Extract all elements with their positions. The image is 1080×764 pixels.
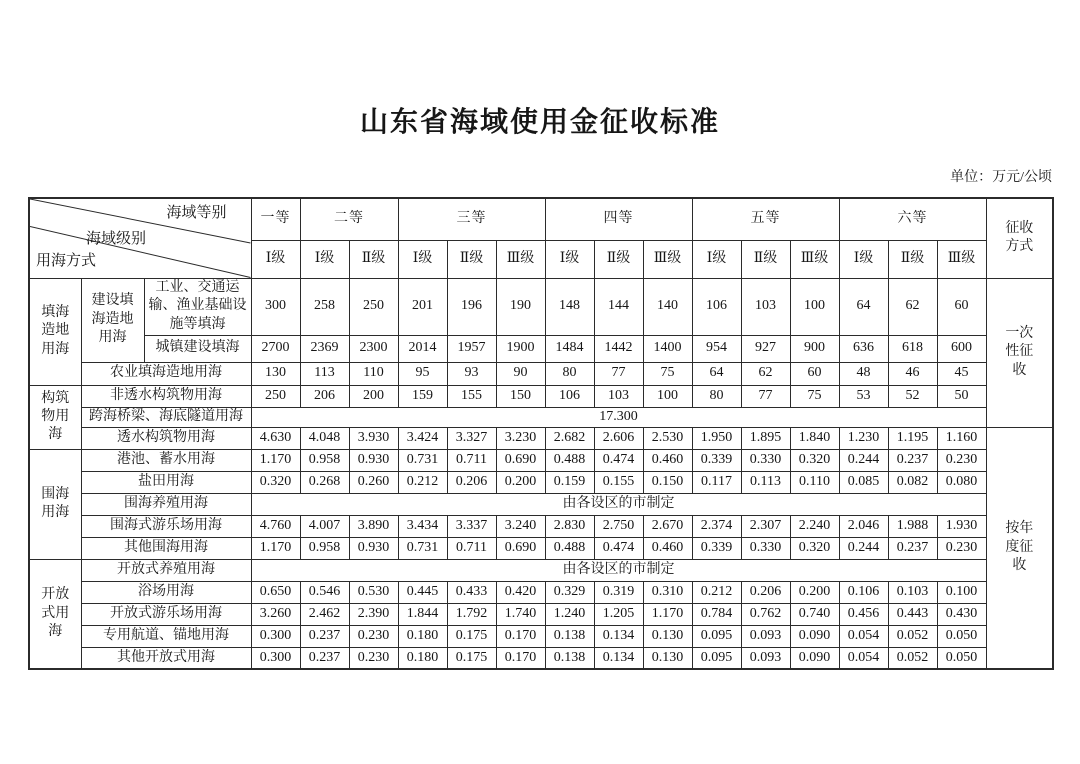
fee-value: 0.460	[643, 449, 692, 471]
fee-value: 3.230	[496, 427, 545, 449]
fee-value: 46	[888, 362, 937, 385]
fee-value: 0.958	[300, 449, 349, 471]
grade-header-4: 四等	[545, 198, 692, 240]
level-header: Ⅰ级	[300, 240, 349, 278]
fee-value: 0.050	[937, 647, 986, 669]
fee-value: 0.320	[251, 471, 300, 493]
fee-value: 0.117	[692, 471, 741, 493]
table-row	[29, 385, 1053, 407]
fee-value: 0.690	[496, 449, 545, 471]
fee-value: 0.103	[888, 581, 937, 603]
table-row	[29, 581, 1053, 603]
fee-value: 0.130	[643, 625, 692, 647]
fee-value: 0.113	[741, 471, 790, 493]
fee-value: 0.650	[251, 581, 300, 603]
fee-value: 0.268	[300, 471, 349, 493]
fee-value: 2.307	[741, 515, 790, 537]
table-row	[29, 559, 1053, 581]
level-header: Ⅰ级	[251, 240, 300, 278]
header-row-grades	[29, 198, 1053, 240]
fee-value: 93	[447, 362, 496, 385]
fee-value: 0.310	[643, 581, 692, 603]
table-row	[29, 603, 1053, 625]
fee-value: 600	[937, 335, 986, 362]
merged-fee-value: 由各设区的市制定	[251, 559, 986, 581]
fee-value: 0.230	[937, 537, 986, 559]
fee-value: 1.170	[643, 603, 692, 625]
group-label-open-sea: 开放式用海	[29, 559, 81, 669]
fee-value: 4.760	[251, 515, 300, 537]
fee-value: 0.052	[888, 647, 937, 669]
fee-value: 636	[839, 335, 888, 362]
corner-label-sea-grade: 海域等别	[166, 205, 227, 221]
level-header: Ⅰ级	[692, 240, 741, 278]
fee-value: 0.930	[349, 449, 398, 471]
fee-value: 130	[251, 362, 300, 385]
fee-value: 0.958	[300, 537, 349, 559]
fee-value: 0.082	[888, 471, 937, 493]
row-label: 围海式游乐场用海	[81, 515, 251, 537]
row-label: 其他开放式用海	[81, 647, 251, 669]
fee-value: 0.740	[790, 603, 839, 625]
fee-value: 0.180	[398, 625, 447, 647]
fee-value: 0.260	[349, 471, 398, 493]
table-row	[29, 278, 1053, 335]
level-header: Ⅰ级	[839, 240, 888, 278]
collection-method-annual: 按年度征收	[986, 427, 1053, 669]
fee-value: 0.330	[741, 449, 790, 471]
fee-value: 1.950	[692, 427, 741, 449]
fee-value: 144	[594, 278, 643, 335]
fee-value: 0.445	[398, 581, 447, 603]
fee-value: 0.731	[398, 537, 447, 559]
group-label-reclamation: 填海造地用海	[29, 278, 81, 385]
level-header: Ⅰ级	[398, 240, 447, 278]
fee-value: 0.300	[251, 647, 300, 669]
fee-value: 250	[251, 385, 300, 407]
fee-value: 60	[937, 278, 986, 335]
fee-value: 1.195	[888, 427, 937, 449]
fee-value: 201	[398, 278, 447, 335]
table-row	[29, 493, 1053, 515]
fee-value: 1484	[545, 335, 594, 362]
fee-value: 0.488	[545, 537, 594, 559]
fee-value: 0.093	[741, 625, 790, 647]
fee-value: 1.740	[496, 603, 545, 625]
table-row	[29, 647, 1053, 669]
level-header: Ⅱ级	[888, 240, 937, 278]
fee-value: 0.106	[839, 581, 888, 603]
row-label: 盐田用海	[81, 471, 251, 493]
fee-value: 0.784	[692, 603, 741, 625]
fee-value: 106	[545, 385, 594, 407]
fee-value: 2.530	[643, 427, 692, 449]
level-header: Ⅱ级	[594, 240, 643, 278]
fee-value: 3.337	[447, 515, 496, 537]
fee-value: 200	[349, 385, 398, 407]
fee-value: 0.212	[692, 581, 741, 603]
fee-value: 64	[692, 362, 741, 385]
level-header: Ⅲ级	[643, 240, 692, 278]
fee-value: 48	[839, 362, 888, 385]
fee-value: 1.170	[251, 449, 300, 471]
fee-value: 0.138	[545, 647, 594, 669]
fee-value: 0.420	[496, 581, 545, 603]
fee-value: 3.260	[251, 603, 300, 625]
fee-value: 60	[790, 362, 839, 385]
level-header: Ⅱ级	[741, 240, 790, 278]
grade-header-6: 六等	[839, 198, 986, 240]
level-header: Ⅱ级	[349, 240, 398, 278]
fee-value: 0.237	[888, 449, 937, 471]
fee-value: 0.488	[545, 449, 594, 471]
fee-value: 618	[888, 335, 937, 362]
fee-value: 0.080	[937, 471, 986, 493]
row-label: 开放式游乐场用海	[81, 603, 251, 625]
grade-header-2: 二等	[300, 198, 398, 240]
merged-fee-value: 由各设区的市制定	[251, 493, 986, 515]
fee-value: 95	[398, 362, 447, 385]
row-label: 农业填海造地用海	[81, 362, 251, 385]
fee-value: 3.930	[349, 427, 398, 449]
fee-value: 150	[496, 385, 545, 407]
row-label: 工业、交通运输、渔业基础设施等填海	[144, 278, 251, 335]
fee-value: 64	[839, 278, 888, 335]
fee-value: 140	[643, 278, 692, 335]
fee-value: 0.474	[594, 449, 643, 471]
fee-value: 0.237	[300, 625, 349, 647]
fee-value: 0.300	[251, 625, 300, 647]
row-label: 透水构筑物用海	[81, 427, 251, 449]
fee-value: 0.200	[496, 471, 545, 493]
row-label: 开放式养殖用海	[81, 559, 251, 581]
page-title: 山东省海域使用金征收标准	[359, 107, 720, 138]
table-row	[29, 407, 1053, 427]
fee-value: 0.731	[398, 449, 447, 471]
fee-value: 100	[790, 278, 839, 335]
fee-value: 0.052	[888, 625, 937, 647]
fee-value: 1.205	[594, 603, 643, 625]
row-label: 其他围海用海	[81, 537, 251, 559]
fee-value: 110	[349, 362, 398, 385]
fee-value: 0.050	[937, 625, 986, 647]
fee-value: 2.374	[692, 515, 741, 537]
fee-value: 75	[643, 362, 692, 385]
fee-value: 45	[937, 362, 986, 385]
fee-value: 0.150	[643, 471, 692, 493]
fee-value: 250	[349, 278, 398, 335]
fee-value: 0.130	[643, 647, 692, 669]
fee-value: 0.175	[447, 647, 496, 669]
fee-value: 1.170	[251, 537, 300, 559]
fee-value: 80	[545, 362, 594, 385]
table-row	[29, 427, 1053, 449]
fee-value: 0.320	[790, 449, 839, 471]
fee-value: 0.711	[447, 449, 496, 471]
fee-value: 0.244	[839, 537, 888, 559]
table-row	[29, 362, 1053, 385]
fee-value: 0.090	[790, 647, 839, 669]
fee-value: 0.762	[741, 603, 790, 625]
fee-table	[28, 197, 1054, 670]
row-label: 港池、蓄水用海	[81, 449, 251, 471]
fee-value: 0.170	[496, 647, 545, 669]
level-header: Ⅱ级	[447, 240, 496, 278]
table-row	[29, 537, 1053, 559]
corner-header-cell	[29, 198, 251, 278]
fee-value: 2.682	[545, 427, 594, 449]
fee-value: 0.244	[839, 449, 888, 471]
fee-value: 0.237	[888, 537, 937, 559]
fee-value: 3.327	[447, 427, 496, 449]
fee-value: 0.430	[937, 603, 986, 625]
fee-value: 206	[300, 385, 349, 407]
fee-value: 900	[790, 335, 839, 362]
fee-value: 0.320	[790, 537, 839, 559]
fee-value: 3.424	[398, 427, 447, 449]
fee-value: 0.474	[594, 537, 643, 559]
fee-value: 77	[741, 385, 790, 407]
fee-value: 2300	[349, 335, 398, 362]
fee-value: 2.390	[349, 603, 398, 625]
fee-value: 3.434	[398, 515, 447, 537]
fee-value: 0.200	[790, 581, 839, 603]
fee-value: 1900	[496, 335, 545, 362]
fee-value: 1.895	[741, 427, 790, 449]
fee-value: 1400	[643, 335, 692, 362]
fee-value: 0.690	[496, 537, 545, 559]
fee-value: 100	[643, 385, 692, 407]
fee-value: 0.460	[643, 537, 692, 559]
fee-value: 77	[594, 362, 643, 385]
fee-value: 0.330	[741, 537, 790, 559]
grade-header-5: 五等	[692, 198, 839, 240]
table-row	[29, 449, 1053, 471]
fee-value: 2014	[398, 335, 447, 362]
merged-fee-value: 17.300	[251, 407, 986, 427]
row-label: 城镇建设填海	[144, 335, 251, 362]
fee-value: 75	[790, 385, 839, 407]
fee-value: 4.007	[300, 515, 349, 537]
fee-value: 90	[496, 362, 545, 385]
fee-value: 258	[300, 278, 349, 335]
fee-value: 0.138	[545, 625, 594, 647]
fee-value: 0.095	[692, 647, 741, 669]
fee-value: 62	[741, 362, 790, 385]
level-header: Ⅲ级	[937, 240, 986, 278]
fee-value: 1.160	[937, 427, 986, 449]
fee-value: 1957	[447, 335, 496, 362]
fee-value: 0.206	[741, 581, 790, 603]
fee-value: 1.792	[447, 603, 496, 625]
fee-value: 2700	[251, 335, 300, 362]
fee-value: 0.230	[349, 625, 398, 647]
corner-label-sea-level: 海域级别	[86, 231, 147, 247]
fee-value: 0.180	[398, 647, 447, 669]
fee-value: 3.890	[349, 515, 398, 537]
fee-value: 0.054	[839, 647, 888, 669]
fee-value: 0.155	[594, 471, 643, 493]
fee-value: 0.930	[349, 537, 398, 559]
row-label: 专用航道、锚地用海	[81, 625, 251, 647]
row-label: 围海养殖用海	[81, 493, 251, 515]
unit-note: 单位：万元/公顷	[950, 170, 1052, 185]
fee-value: 1.840	[790, 427, 839, 449]
fee-value: 0.170	[496, 625, 545, 647]
fee-value: 0.134	[594, 625, 643, 647]
fee-value: 1.844	[398, 603, 447, 625]
fee-value: 2.830	[545, 515, 594, 537]
fee-value: 62	[888, 278, 937, 335]
level-header: Ⅰ级	[545, 240, 594, 278]
fee-value: 0.530	[349, 581, 398, 603]
fee-value: 0.230	[349, 647, 398, 669]
grade-header-3: 三等	[398, 198, 545, 240]
fee-value: 0.456	[839, 603, 888, 625]
fee-value: 159	[398, 385, 447, 407]
fee-value: 927	[741, 335, 790, 362]
fee-value: 0.329	[545, 581, 594, 603]
subgroup-label-construction-fill: 建设填海造地用海	[81, 278, 144, 362]
collection-method-header: 征收方式	[986, 198, 1053, 278]
fee-value: 0.090	[790, 625, 839, 647]
fee-value: 0.546	[300, 581, 349, 603]
fee-value: 4.630	[251, 427, 300, 449]
row-label: 非透水构筑物用海	[81, 385, 251, 407]
fee-value: 0.339	[692, 537, 741, 559]
fee-value: 2.046	[839, 515, 888, 537]
fee-value: 2.670	[643, 515, 692, 537]
grade-header-1: 一等	[251, 198, 300, 240]
fee-value: 1442	[594, 335, 643, 362]
fee-value: 0.100	[937, 581, 986, 603]
fee-value: 2369	[300, 335, 349, 362]
fee-value: 190	[496, 278, 545, 335]
fee-value: 0.212	[398, 471, 447, 493]
fee-value: 1.240	[545, 603, 594, 625]
row-label: 跨海桥梁、海底隧道用海	[81, 407, 251, 427]
table-row	[29, 335, 1053, 362]
fee-value: 2.750	[594, 515, 643, 537]
row-label: 浴场用海	[81, 581, 251, 603]
fee-value: 0.443	[888, 603, 937, 625]
fee-value: 0.159	[545, 471, 594, 493]
fee-value: 113	[300, 362, 349, 385]
fee-value: 2.462	[300, 603, 349, 625]
fee-value: 3.240	[496, 515, 545, 537]
fee-value: 0.433	[447, 581, 496, 603]
fee-value: 53	[839, 385, 888, 407]
fee-value: 4.048	[300, 427, 349, 449]
collection-method-one-time: 一次性征收	[986, 278, 1053, 427]
fee-value: 0.230	[937, 449, 986, 471]
fee-value: 0.319	[594, 581, 643, 603]
fee-value: 1.230	[839, 427, 888, 449]
fee-value: 0.093	[741, 647, 790, 669]
table-row	[29, 515, 1053, 537]
fee-value: 0.237	[300, 647, 349, 669]
fee-value: 0.711	[447, 537, 496, 559]
fee-value: 1.988	[888, 515, 937, 537]
fee-value: 954	[692, 335, 741, 362]
fee-value: 148	[545, 278, 594, 335]
fee-value: 0.175	[447, 625, 496, 647]
fee-value: 106	[692, 278, 741, 335]
fee-value: 1.930	[937, 515, 986, 537]
fee-value: 196	[447, 278, 496, 335]
fee-value: 0.110	[790, 471, 839, 493]
fee-value: 103	[594, 385, 643, 407]
group-label-structures: 构筑物用海	[29, 385, 81, 449]
table-row	[29, 625, 1053, 647]
fee-value: 0.054	[839, 625, 888, 647]
fee-value: 155	[447, 385, 496, 407]
level-header: Ⅲ级	[790, 240, 839, 278]
fee-value: 0.134	[594, 647, 643, 669]
level-header: Ⅲ级	[496, 240, 545, 278]
fee-value: 0.095	[692, 625, 741, 647]
fee-value: 0.085	[839, 471, 888, 493]
fee-value: 2.606	[594, 427, 643, 449]
corner-label-use-mode: 用海方式	[36, 253, 97, 269]
fee-value: 0.339	[692, 449, 741, 471]
table-row	[29, 471, 1053, 493]
fee-value: 80	[692, 385, 741, 407]
fee-value: 2.240	[790, 515, 839, 537]
fee-value: 50	[937, 385, 986, 407]
fee-value: 103	[741, 278, 790, 335]
group-label-enclosure: 围海用海	[29, 449, 81, 559]
fee-value: 300	[251, 278, 300, 335]
fee-value: 0.206	[447, 471, 496, 493]
fee-value: 52	[888, 385, 937, 407]
